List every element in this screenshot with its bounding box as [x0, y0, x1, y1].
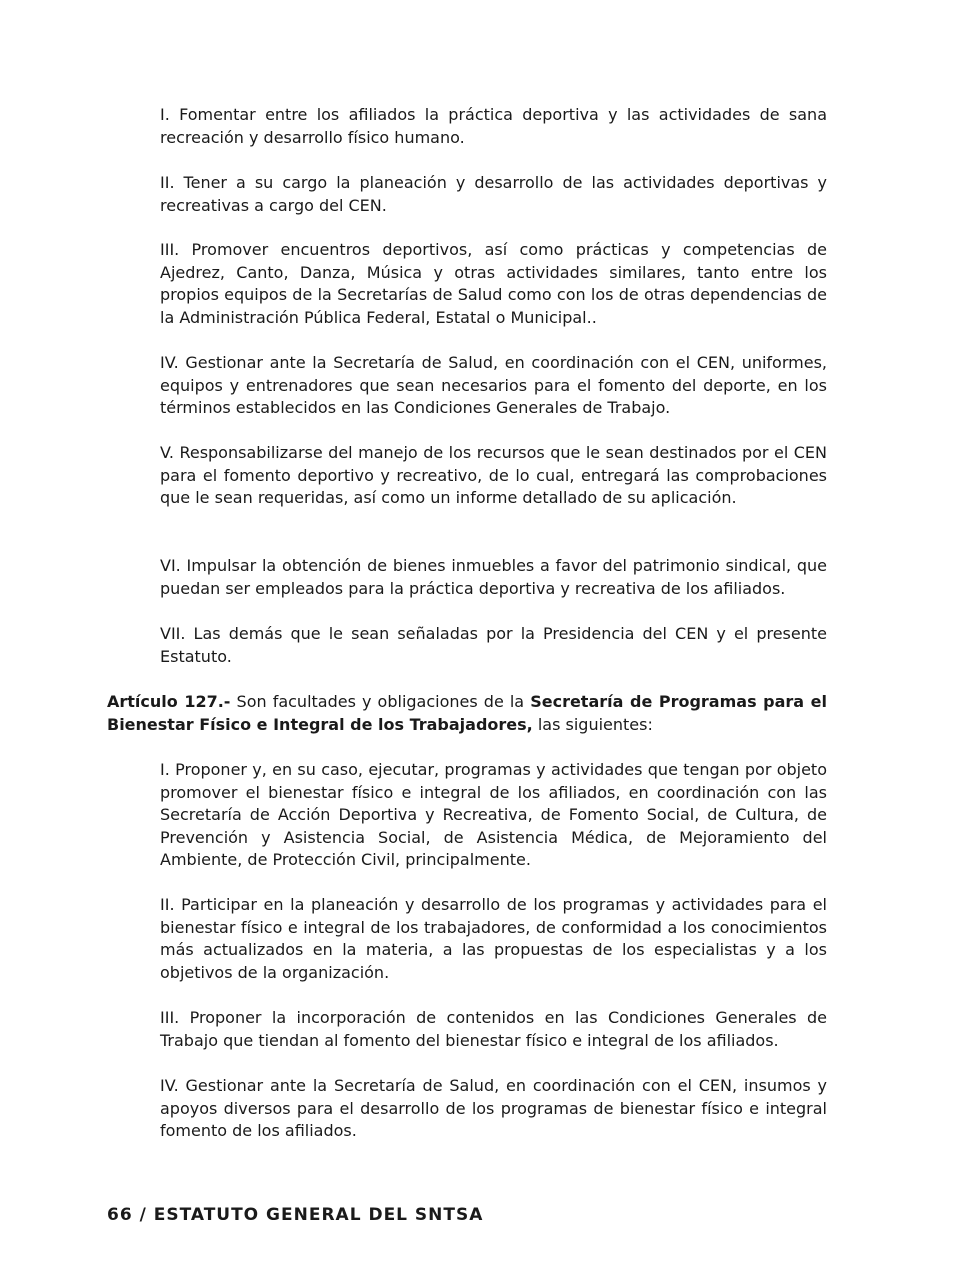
section-a-item-6: VI. Impulsar la obtención de bienes inmuebles a favor del patrimonio sindical, que puedan ser empleados para la práctica deportiva y recreativa de los afiliados.: [160, 556, 827, 598]
page-number: 66: [107, 1205, 133, 1225]
section-b-item-2: II. Participar en la planeación y desarrollo de los programas y actividades para el bienestar físico e integral de los trabajadores, de conformidad a los conocimientos más actualizados en la materia, a las propuestas de los especialistas y a los objetivos de la organización.: [160, 895, 827, 982]
article-text-before: Son facultades y obligaciones de la: [230, 692, 531, 711]
article-label: Artículo 127.-: [107, 692, 231, 711]
footer-title: ESTATUTO GENERAL DEL SNTSA: [153, 1205, 484, 1225]
section-a-item-2: II. Tener a su cargo la planeación y desarrollo de las actividades deportivas y recreativas a cargo del CEN.: [160, 173, 827, 215]
section-a-item-7: VII. Las demás que le sean señaladas por la Presidencia del CEN y el presente Estatuto.: [160, 624, 827, 666]
article-secretaria-name: Secretaría de Programas para el Bienestar Físico e Integral de los Trabajadores,: [107, 692, 827, 734]
section-a-item-5: V. Responsabilizarse del manejo de los recursos que le sean destinados por el CEN para el fomento deportivo y recreativo, de lo cual, entregará las comprobaciones que le sean requeridas, así como un informe detallado de su aplicación.: [160, 443, 827, 508]
section-b-item-4: IV. Gestionar ante la Secretaría de Salud, en coordinación con el CEN, insumos y apoyos diversos para el desarrollo de los programas de bienestar físico e integral fomento de los afiliados.: [160, 1076, 827, 1141]
section-a-item-3: III. Promover encuentros deportivos, así como prácticas y competencias de Ajedrez, Canto, Danza, Música y otras actividades similares, tanto entre los propios equipos de la Secretarías de Salud como con los de otras dependencias de la Administración Pública Federal, Estatal o Municipal..: [160, 240, 827, 327]
section-b-item-1: I. Proponer y, en su caso, ejecutar, programas y actividades que tengan por objeto promover el bienestar físico e integral de los afiliados, en coordinación con las Secretaría de Acción Deportiva y Recreativa, de Fomento Social, de Cultura, de Prevención y Asistencia Social, de Asistencia Médica, de Mejoramiento del Ambiente, de Protección Civil, principalmente.: [160, 760, 827, 870]
footer-separator: /: [132, 1205, 154, 1225]
section-b-item-3: III. Proponer la incorporación de contenidos en las Condiciones Generales de Trabajo que tiendan al fomento del bienestar físico e integral de los afiliados.: [160, 1008, 827, 1050]
article-text-after: las siguientes:: [532, 714, 653, 734]
section-a-item-1: I. Fomentar entre los afiliados la práctica deportiva y las actividades de sana recreación y desarrollo físico humano.: [160, 105, 827, 147]
page-footer: [107, 1205, 483, 1225]
section-a-item-4: IV. Gestionar ante la Secretaría de Salud, en coordinación con el CEN, uniformes, equipos y entrenadores que sean necesarios para el fomento del deporte, en los términos establecidos en las Condiciones Generales de Trabajo.: [160, 353, 827, 418]
article-127-paragraph: [107, 691, 827, 736]
